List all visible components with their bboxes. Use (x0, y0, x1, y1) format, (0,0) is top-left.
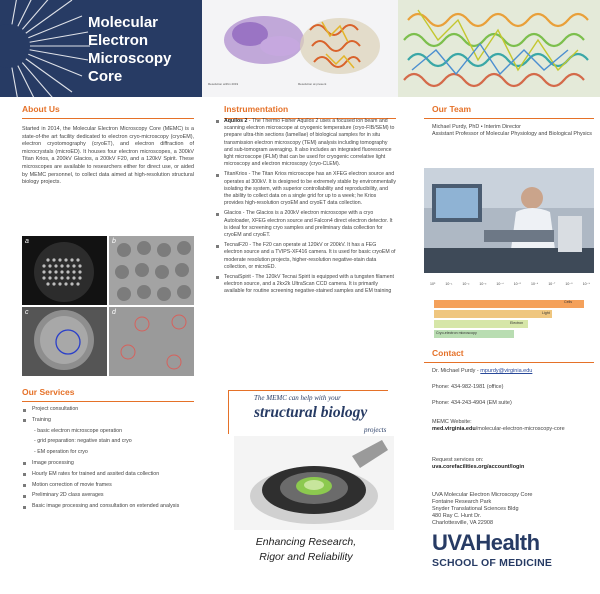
service-subitem: - EM operation for cryo (34, 449, 88, 456)
micrograph-grid (22, 236, 194, 376)
promo-accent-left (228, 390, 229, 434)
request-label: Request services on: (432, 457, 484, 463)
address-line: Charlottesville, VA 22908 (432, 520, 494, 526)
scale-ticks (430, 282, 590, 292)
instrumentation-heading: Instrumentation (224, 104, 289, 114)
service-item: Training (22, 417, 194, 424)
team-member-name: Michael Purdy, PhD • Interim Director (432, 124, 521, 130)
service-subitem: - grid preparation: negative stain and cryo (34, 438, 132, 445)
logo-sub: SCHOOL OF MEDICINE (432, 557, 553, 569)
scale-tick: 10⁰ (430, 282, 436, 286)
website-link[interactable] (432, 426, 592, 434)
tagline-line-1: Enhancing Research, (255, 536, 357, 548)
page-title: Molecular Electron Microscopy Core (88, 14, 172, 85)
promo-line-2: structural biology (254, 404, 368, 421)
scale-tick: 10⁻³ (479, 282, 487, 286)
scale-label-cryo: Cryo-electron microscopy (436, 331, 477, 335)
address-line: Fontaine Research Park (432, 499, 492, 505)
scale-label-cells: Cells (564, 300, 572, 304)
service-item: Image processing (22, 460, 194, 467)
about-body: Started in 2014, the Molecular Electron Microscopy Core (MEMC) is a state-of-the art facility dedicated to electron cryo-microscopy (cryoEM), electron cryotomography (cryoET), and electron diffraction of microcrystals (microED). It houses four electron microscopes, a 300kV Titan Krios, a 200kV Glacios, a 200kV F20, and a 120kV Spirit. These microscopes are available to researchers either for direct use, or aided by MEMC personnel, to collect data aimed at high-resolution structural biology projects. (22, 126, 194, 186)
contact-divider (424, 362, 594, 363)
website-label: MEMC Website: (432, 419, 472, 425)
header-structure-image (202, 0, 398, 97)
scale-tick: 10⁻² (462, 282, 470, 286)
service-item: Hourly EM rates for trained and assited data collection (22, 471, 194, 478)
scale-bar-cells (434, 300, 584, 308)
instrument-item-aquilos: Aquilos 2 - The Thermo Fisher Aquilos 2 uses a focused ion beam and scanning electron microscope at cryogenic temperature (cryo-FIB/SEM) to prepare ultra-thin sections (lamellae) of biological samples for in situ transmission electron microscopy (TEM) analysis including tomography and sub-tomogram averaging. It also includes an integrated fluorescence light microscope (iFLM) that can be used for cryogenic correlative light microscopy and electron microscopy (cryo-CLEM). (216, 118, 396, 168)
promo-line-3: projects (364, 426, 387, 434)
micrograph-label-b: b (112, 238, 116, 245)
starburst-graphic (0, 0, 90, 97)
scale-tick: 10⁻¹ (445, 282, 453, 286)
instrument-item-f20: TecnaiF20 - The F20 can operate at 120kV or 200kV. It has a FEG electron source and a TVIPS-XF416 camera. It is used for basic cryoEM of moderate resolution projects, higher-resolution negative-stain data collection, or microED. (216, 242, 396, 271)
promo-accent-top (228, 390, 388, 391)
about-divider (22, 118, 194, 119)
address-line: UVA Molecular Electron Microscopy Core (432, 492, 533, 498)
scale-tick: 10⁻⁶ (531, 282, 539, 286)
instrument-list (216, 118, 396, 299)
address-line: 480 Ray C. Hunt Dr. (432, 513, 482, 519)
promo-panel (214, 390, 398, 588)
contact-phone-em: Phone: 434-243-4904 (EM suite) (432, 400, 512, 406)
scale-tick: 10⁻⁹ (582, 282, 590, 286)
scale-tick: 10⁻⁴ (496, 282, 504, 286)
service-subitem: - basic electron microscope operation (34, 427, 123, 434)
scale-label-electron: Electron (510, 321, 524, 325)
scale-tick: 10⁻⁷ (548, 282, 556, 286)
micrograph-label-d: d (112, 309, 116, 316)
scale-tick: 10⁻⁵ (513, 282, 521, 286)
contact-email-link[interactable]: mpurdy@virginia.edu (480, 368, 533, 374)
resolution-scale-chart (430, 282, 590, 344)
team-member-title: Assistant Professor of Molecular Physiology and Biological Physics (432, 131, 592, 137)
tagline-line-2: Rigor and Reliability (259, 551, 353, 563)
uva-health-logo (432, 531, 592, 569)
instrument-item-titan-krios: TitanKrios - The Titan Krios microscope has an XFEG electron source and operates at 300kV. It is designed to be extremely stable by environmentally isolating the system, with superior controllability and reproducibility, and the ability to collect data on a single grid for up to a week; he Krios provides high-resolution cryoEM and cryoET data collection. (216, 171, 396, 207)
service-item: Project consultation (22, 406, 194, 413)
header-ribbon-image (398, 0, 600, 97)
services-heading: Our Services (22, 387, 75, 397)
website-path: /molecular-electron-microscopy-core (475, 426, 565, 432)
micrograph-label-c: c (25, 309, 29, 316)
team-heading: Our Team (432, 104, 472, 114)
contact-name-line (432, 368, 594, 376)
scale-label-light: Light (542, 311, 550, 315)
contact-phone-office: Phone: 434-982-1981 (office) (432, 384, 504, 390)
website-domain: med.virginia.edu (432, 426, 476, 432)
micrograph-label-a: a (25, 238, 29, 245)
address-line: Snyder Translational Sciences Bldg (432, 506, 519, 512)
service-item: Preliminary 2D class averages (22, 492, 194, 499)
services-list (22, 406, 194, 514)
contact-name: Dr. Michael Purdy - (432, 368, 481, 374)
scale-tick: 10⁻⁸ (565, 282, 573, 286)
scale-bar-light (434, 310, 552, 318)
logo-main: UVAHealth (432, 530, 540, 555)
about-heading: About Us (22, 104, 60, 114)
request-link[interactable]: uva.corefacilities.org/account/login (432, 464, 525, 470)
team-photo (424, 168, 594, 273)
team-divider (424, 118, 594, 119)
micrograph-images (22, 236, 194, 376)
services-divider (22, 401, 194, 402)
header-banner (0, 0, 202, 97)
service-item: Motion correction of movie frames (22, 482, 194, 489)
instrument-item-spirit: TecnaiSpirit - The 120kV Tecnai Spirit is equipped with a tungsten filament electron source, and a 2kx2k UltraScan CCD camera. It is primarily available for routine screening negative-stained samples and EM training (216, 274, 396, 296)
contact-heading: Contact (432, 348, 464, 358)
instrument-item-glacios: Glacios - The Glacios is a 200kV electron microscope with a cryo Autoloader, XFEG electron source and Falcon4 direct electron detector. It is ideal for screening cryo samples and preliminary data collection for cryoEM and cryoET. (216, 210, 396, 239)
caption-left: Resolution within 2019 (208, 82, 239, 86)
service-item: Basic image processing and consultation on extended analysis (22, 503, 194, 510)
promo-line-1: The MEMC can help with your (254, 394, 341, 402)
ribbon-structure-illustration (398, 0, 600, 97)
caption-right: Resolution at present (298, 82, 327, 86)
microscope-lens-image (234, 436, 394, 530)
